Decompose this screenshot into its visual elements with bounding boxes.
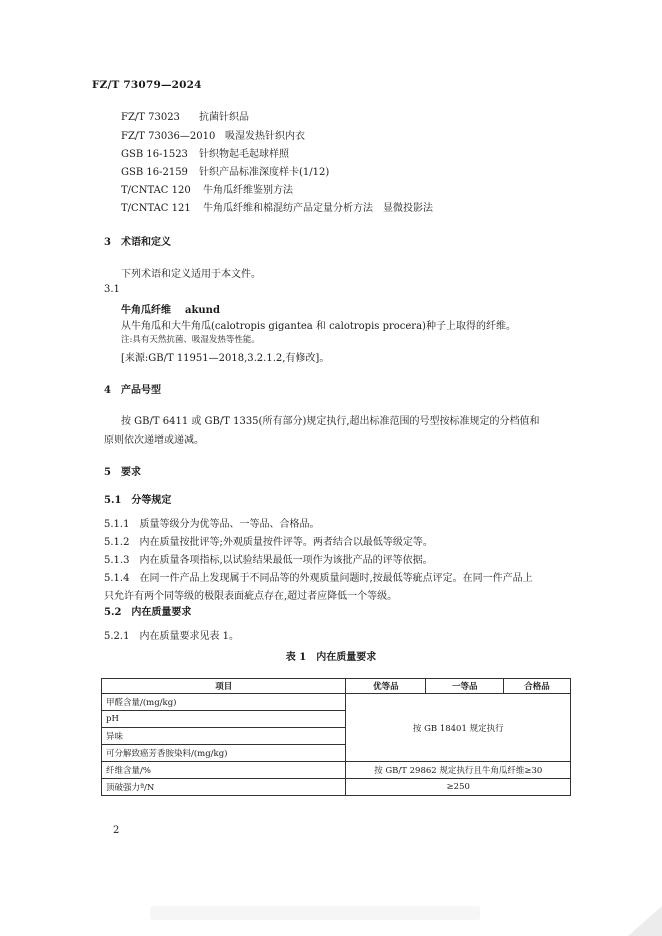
reference-code: GSB 16-1523 (121, 149, 188, 160)
clause: 5.1.1 质量等级分为优等品、一等品、合格品。 (104, 519, 320, 530)
column-header: 一等品 (426, 679, 504, 694)
clause-continuation: 只允许有两个同等级的极限表面疵点存在,超过者应降低一个等级。 (104, 591, 398, 602)
term-definition: 从牛角瓜和大牛角瓜(calotropis gigantea 和 calotropis procera)种子上取得的纤维。 (121, 321, 516, 332)
subsection-heading: 5.1 分等规定 (104, 495, 172, 506)
table-title: 表 1 内在质量要求 (285, 652, 377, 663)
row-value: 按 GB/T 29862 规定执行且牛角瓜纤维≥30 (346, 762, 571, 779)
requirements-table (101, 678, 571, 796)
clause: 5.1.2 内在质量按批评等;外观质量按件评等。两者结合以最低等级定等。 (104, 537, 433, 548)
reference-code: T/CNTAC 121 (121, 203, 191, 214)
paragraph: 原则依次递增或递减。 (104, 435, 204, 446)
reference-item (121, 108, 249, 123)
term-entry (121, 301, 220, 316)
table-row (102, 694, 571, 711)
row-item: 纤维含量/% (102, 762, 346, 779)
row-item: 顶破强力ª/N (102, 779, 346, 796)
reference-item (121, 199, 433, 214)
column-header: 项目 (102, 679, 346, 694)
section-heading: 3 术语和定义 (104, 237, 171, 248)
row-value: ≥250 (346, 779, 571, 796)
note: 注:具有天然抗菌、吸湿发热等性能。 (121, 335, 260, 345)
term-chinese: 牛角瓜纤维 (121, 305, 171, 316)
row-item: 可分解致癌芳香胺染料/(mg/kg) (102, 745, 346, 762)
standard-number-header: FZ/T 73079—2024 (92, 79, 202, 91)
row-item: 异味 (102, 728, 346, 745)
reference-code: FZ/T 73036—2010 (121, 131, 216, 142)
reference-item (121, 145, 289, 160)
table-row (102, 762, 571, 779)
reference-code: GSB 16-2159 (121, 167, 188, 178)
reference-code: FZ/T 73023 (121, 112, 180, 123)
source-citation: [来源:GB/T 11951—2018,3.2.1.2,有修改]。 (121, 353, 330, 364)
reference-title: 吸湿发热针织内衣 (225, 131, 305, 142)
paragraph: 下列术语和定义适用于本文件。 (121, 269, 261, 280)
row-item: pH (102, 711, 346, 728)
clause: 5.2.1 内在质量要求见表 1。 (104, 631, 239, 642)
term-english: akund (185, 305, 220, 316)
table-row (102, 779, 571, 796)
clause: 5.1.4 在同一件产品上发现属于不同品等的外观质量问题时,按最低等疵点评定。在同一件产品上 (104, 573, 533, 584)
page-corner-fold (628, 906, 662, 936)
clause: 5.1.3 内在质量各项指标,以试验结果最低一项作为该批产品的评等依据。 (104, 555, 433, 566)
page-number: 2 (113, 825, 120, 836)
section-heading: 5 要求 (104, 467, 141, 478)
reference-item (121, 127, 305, 142)
reference-title: 牛角瓜纤维鉴别方法 (203, 185, 293, 196)
reference-title: 针织产品标准深度样卡(1/12) (199, 167, 330, 178)
section-heading: 4 产品号型 (104, 385, 161, 396)
reference-title: 牛角瓜纤维和棉混纺产品定量分析方法 显微投影法 (203, 203, 433, 214)
clause-number: 3.1 (104, 284, 120, 295)
reference-item (121, 163, 329, 178)
reference-item (121, 181, 293, 196)
reference-title: 针织物起毛起球样照 (199, 149, 289, 160)
paragraph: 按 GB/T 6411 或 GB/T 1335(所有部分)规定执行,超出标准范围的号型按标准规定的分档值和 (121, 416, 540, 427)
subsection-heading: 5.2 内在质量要求 (104, 607, 192, 618)
column-header: 优等品 (346, 679, 426, 694)
scan-smudge (150, 906, 480, 920)
column-header: 合格品 (504, 679, 571, 694)
merged-requirement-cell: 按 GB 18401 规定执行 (346, 694, 571, 762)
row-item: 甲醛含量/(mg/kg) (102, 694, 346, 711)
reference-title: 抗菌针织品 (199, 112, 249, 123)
table-header-row (102, 679, 571, 694)
reference-code: T/CNTAC 120 (121, 185, 191, 196)
